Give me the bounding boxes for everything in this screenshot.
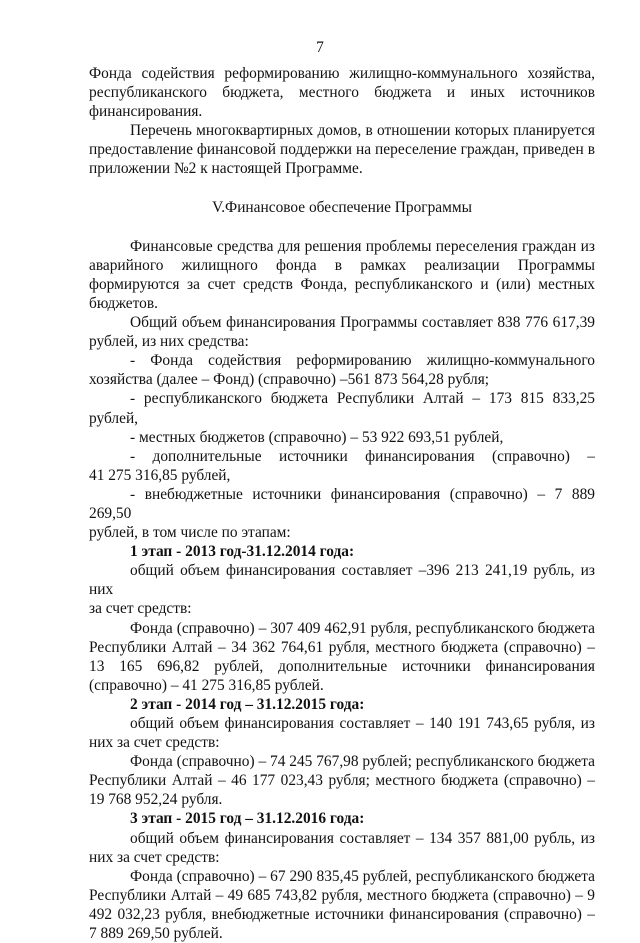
text-line: Фонда (справочно) – 67 290 835,45 рублей, республиканского бюджета [130, 867, 595, 885]
text-line: Общий объем финансирования Программы составляет 838 776 617,39 [130, 314, 595, 332]
text-line: аварийного жилищного фонда в рамках реализации Программы [89, 256, 595, 274]
text-line: 13 165 696,82 рублей, дополнительные источники финансирования [89, 657, 595, 675]
text-line: Республики Алтай – 49 685 743,82 рубля, местного бюджета (справочно) – 9 [89, 886, 595, 904]
text-line: них за счет средств: [89, 734, 220, 752]
text-line: Республики Алтай – 46 177 023,43 рубля; местного бюджета (справочно) – [89, 772, 595, 790]
document-body [89, 64, 595, 943]
text-line: предоставление финансовой поддержки на переселение граждан, приведен в [89, 141, 595, 159]
text-line: общий объем финансирования составляет –396 213 241,19 рубль, из них [89, 562, 595, 599]
text-line: республиканского бюджета, местного бюджета и иных источников [89, 84, 595, 102]
intro-block [89, 64, 595, 179]
text-line: финансирования. [89, 103, 203, 121]
text-line: за счет средств: [89, 600, 192, 618]
text-line: рублей, из них средства: [89, 333, 249, 351]
text-line: - республиканского бюджета Республики Алтай – 173 815 833,25 [130, 390, 595, 408]
text-line: формируются за счет средств Фонда, республиканского и (или) местных [89, 275, 595, 293]
text-line: них за счет средств: [89, 848, 220, 866]
text-line: Республики Алтай – 34 362 764,61 рубля, местного бюджета (справочно) – [89, 638, 595, 656]
stage-heading-line: 2 этап - 2014 год – 31.12.2015 года: [130, 695, 365, 713]
text-line: 41 275 316,85 рублей, [89, 466, 231, 484]
text-line: Перечень многоквартирных домов, в отношении которых планируется [130, 122, 595, 140]
stage-heading-line: 1 этап - 2013 год-31.12.2014 года: [130, 543, 355, 561]
page-number: 7 [316, 39, 324, 56]
section-heading: V.Финансовое обеспечение Программы [212, 198, 472, 216]
text-line: - Фонда содействия реформированию жилищно-коммунального [130, 352, 595, 370]
text-line: (справочно) – 41 275 316,85 рублей. [89, 676, 324, 694]
text-line: общий объем финансирования составляет – 140 191 743,65 рубля, из [130, 715, 595, 732]
text-line: хозяйства (далее – Фонд) (справочно) –561 873 564,28 рубля; [89, 371, 490, 389]
text-line: 19 768 952,24 рубля. [89, 791, 223, 809]
text-line: - дополнительные источники финансирования (справочно) – [130, 447, 595, 465]
financing-block [89, 237, 595, 943]
text-line: рублей, в том числе по этапам: [89, 524, 291, 542]
text-line: Фонда содействия реформированию жилищно-коммунального хозяйства, [89, 65, 595, 82]
text-line: приложении №2 к настоящей Программе. [89, 160, 363, 178]
text-line: общий объем финансирования составляет – 134 357 881,00 рубль, из [130, 829, 595, 847]
text-line: рублей, [89, 409, 139, 427]
text-line: бюджетов. [89, 294, 158, 312]
text-line: Фонда (справочно) – 307 409 462,91 рубля, республиканского бюджета [130, 619, 595, 637]
text-line: 492 032,23 рубля, внебюджетные источники финансирования (справочно) – [89, 905, 595, 923]
text-line: Финансовые средства для решения проблемы переселения граждан из [130, 237, 595, 255]
text-line: 7 889 269,50 рублей. [89, 925, 223, 943]
text-line: - внебюджетные источники финансирования (справочно) – 7 889 269,50 [89, 485, 595, 522]
text-line: Фонда (справочно) – 74 245 767,98 рублей; республиканского бюджета [130, 753, 595, 771]
text-line: - местных бюджетов (справочно) – 53 922 693,51 рублей, [130, 428, 504, 446]
stage-heading-line: 3 этап - 2015 год – 31.12.2016 года: [130, 810, 365, 828]
